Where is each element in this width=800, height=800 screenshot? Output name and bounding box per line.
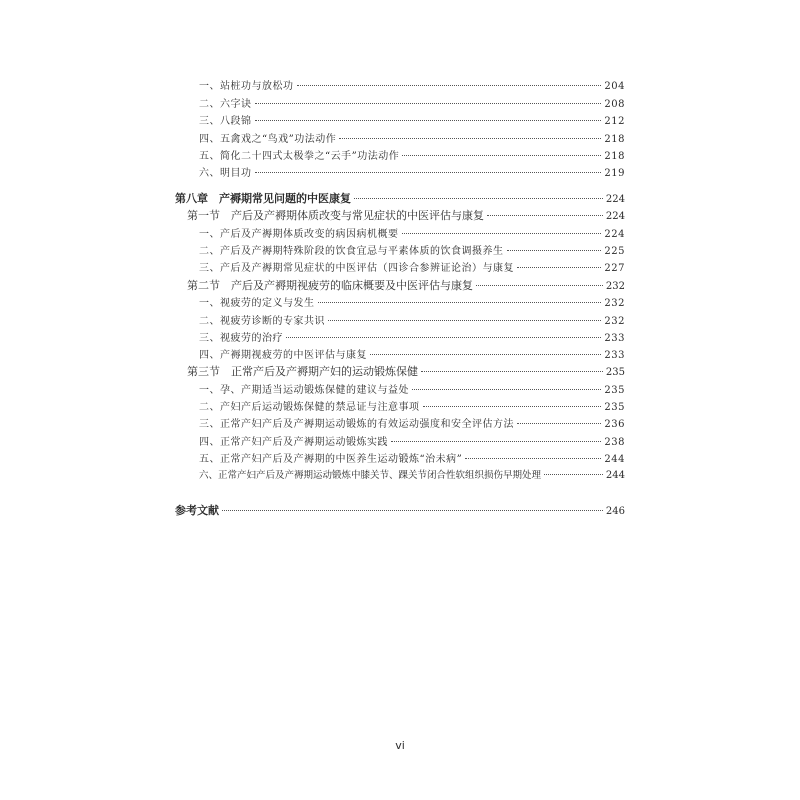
dot-leader <box>402 155 601 156</box>
toc-entry <box>199 312 625 327</box>
dot-leader <box>370 354 601 355</box>
toc-entry-title: 三、视疲劳的治疗 <box>199 333 283 344</box>
toc-entry <box>199 259 625 274</box>
toc-entry-title: 二、产妇产后运动锻炼保健的禁忌证与注意事项 <box>199 402 420 413</box>
toc-section-page: 224 <box>605 211 625 222</box>
dot-leader <box>476 285 603 286</box>
toc-section-title: 第一节 产后及产褥期体质改变与常见症状的中医评估与康复 <box>187 209 484 222</box>
toc-entry-page: 224 <box>604 229 625 240</box>
toc-section-page: 232 <box>605 281 625 292</box>
toc-section-page: 235 <box>605 367 625 378</box>
dot-leader <box>255 120 602 121</box>
dot-leader <box>297 85 602 86</box>
toc-entry <box>199 450 625 465</box>
toc-entry-title: 五、简化二十四式太极拳之“云手”功法动作 <box>199 151 400 162</box>
toc-entry-title: 二、产后及产褥期特殊阶段的饮食宜忌与平素体质的饮食调摄养生 <box>199 246 504 257</box>
toc-chapter-page: 224 <box>605 194 625 205</box>
toc-entry-title: 四、五禽戏之“鸟戏”功法动作 <box>199 134 337 145</box>
toc-entry-title: 二、视疲劳诊断的专家共识 <box>199 316 325 327</box>
toc-entry-page: 233 <box>604 333 625 344</box>
toc-entry-title: 一、视疲劳的定义与发生 <box>199 298 315 309</box>
toc-entry-page: 238 <box>604 437 625 448</box>
toc-entry <box>199 242 625 257</box>
toc-entry-title: 三、正常产妇产后及产褥期运动锻炼的有效运动强度和安全评估方法 <box>199 419 514 430</box>
toc-entry-page: 225 <box>604 246 625 257</box>
toc-entry-page: 235 <box>604 385 625 396</box>
toc-section <box>187 277 625 293</box>
toc-entry-page: 218 <box>604 134 625 145</box>
toc-entry-page: 218 <box>604 151 625 162</box>
toc-entry-page: 236 <box>604 419 625 430</box>
toc-entry-title: 一、产后及产褥期体质改变的病因病机概要 <box>199 229 399 240</box>
toc-entry-title: 一、站桩功与放松功 <box>199 81 294 92</box>
toc-entry <box>199 346 625 361</box>
dot-leader <box>318 302 602 303</box>
toc-entry <box>199 467 625 481</box>
page-number: vi <box>395 739 405 752</box>
toc-section <box>187 363 625 379</box>
dot-leader <box>517 267 601 268</box>
toc-chapter <box>175 190 625 206</box>
toc-entry-page: 227 <box>604 263 625 274</box>
dot-leader <box>222 510 603 511</box>
toc-entry-page: 235 <box>604 402 625 413</box>
toc-entry <box>199 130 625 145</box>
toc-entry-page: 232 <box>604 298 625 309</box>
dot-leader <box>421 371 603 372</box>
toc-section-title: 第三节 正常产后及产褥期产妇的运动锻炼保健 <box>187 365 418 378</box>
dot-leader <box>391 441 601 442</box>
toc-section <box>187 207 625 223</box>
dot-leader <box>402 233 602 234</box>
toc-entry <box>199 294 625 309</box>
toc-entry <box>199 329 625 344</box>
toc-entry-title: 六、明目功 <box>199 168 252 179</box>
toc-entry <box>199 164 625 179</box>
toc-entry <box>199 95 625 110</box>
toc-entry-page: 244 <box>604 454 625 465</box>
toc-entry-page: 212 <box>604 116 625 127</box>
toc-references <box>175 502 625 518</box>
dot-leader <box>517 423 601 424</box>
dot-leader <box>465 458 601 459</box>
toc-chapter-title: 第八章 产褥期常见问题的中医康复 <box>175 192 351 205</box>
dot-leader <box>507 250 602 251</box>
toc-entry <box>199 433 625 448</box>
toc-entry-page: 208 <box>604 99 625 110</box>
toc-entry-page: 244 <box>605 470 625 481</box>
toc-entry <box>199 225 625 240</box>
toc-entry-page: 204 <box>604 81 625 92</box>
toc-entry <box>199 381 625 396</box>
toc-entry-title: 二、六字诀 <box>199 99 252 110</box>
toc-section-title: 第二节 产后及产褥期视疲劳的临床概要及中医评估与康复 <box>187 279 473 292</box>
dot-leader <box>328 320 601 321</box>
toc-entry-page: 232 <box>604 316 625 327</box>
dot-leader <box>423 406 602 407</box>
toc-entry-title: 一、孕、产期适当运动锻炼保健的建议与益处 <box>199 385 409 396</box>
toc-entry-title: 三、产后及产褥期常见症状的中医评估（四诊合参辨证论治）与康复 <box>199 263 514 274</box>
toc-entry <box>199 112 625 127</box>
toc-entry <box>199 415 625 430</box>
dot-leader <box>255 103 602 104</box>
toc-entry-title: 四、产褥期视疲劳的中医评估与康复 <box>199 350 367 361</box>
dot-leader <box>255 172 602 173</box>
dot-leader <box>286 337 601 338</box>
toc-entry <box>199 398 625 413</box>
toc-entry <box>199 77 625 92</box>
toc-entry-title: 六、正常产妇产后及产褥期运动锻炼中膝关节、踝关节闭合性软组织损伤早期处理 <box>199 470 542 481</box>
toc-entry-title: 四、正常产妇产后及产褥期运动锻炼实践 <box>199 437 388 448</box>
dot-leader <box>339 138 601 139</box>
dot-leader <box>544 474 603 475</box>
toc-references-title: 参考文献 <box>175 504 219 517</box>
toc-entry-title: 五、正常产妇产后及产褥期的中医养生运动锻炼“治未病” <box>199 454 463 465</box>
dot-leader <box>354 198 603 199</box>
toc-entry-page: 219 <box>604 168 625 179</box>
dot-leader <box>412 389 601 390</box>
toc-entry-page: 233 <box>604 350 625 361</box>
toc-references-page: 246 <box>605 506 625 517</box>
toc-entry-title: 三、八段锦 <box>199 116 252 127</box>
toc-entry <box>199 147 625 162</box>
dot-leader <box>487 215 603 216</box>
